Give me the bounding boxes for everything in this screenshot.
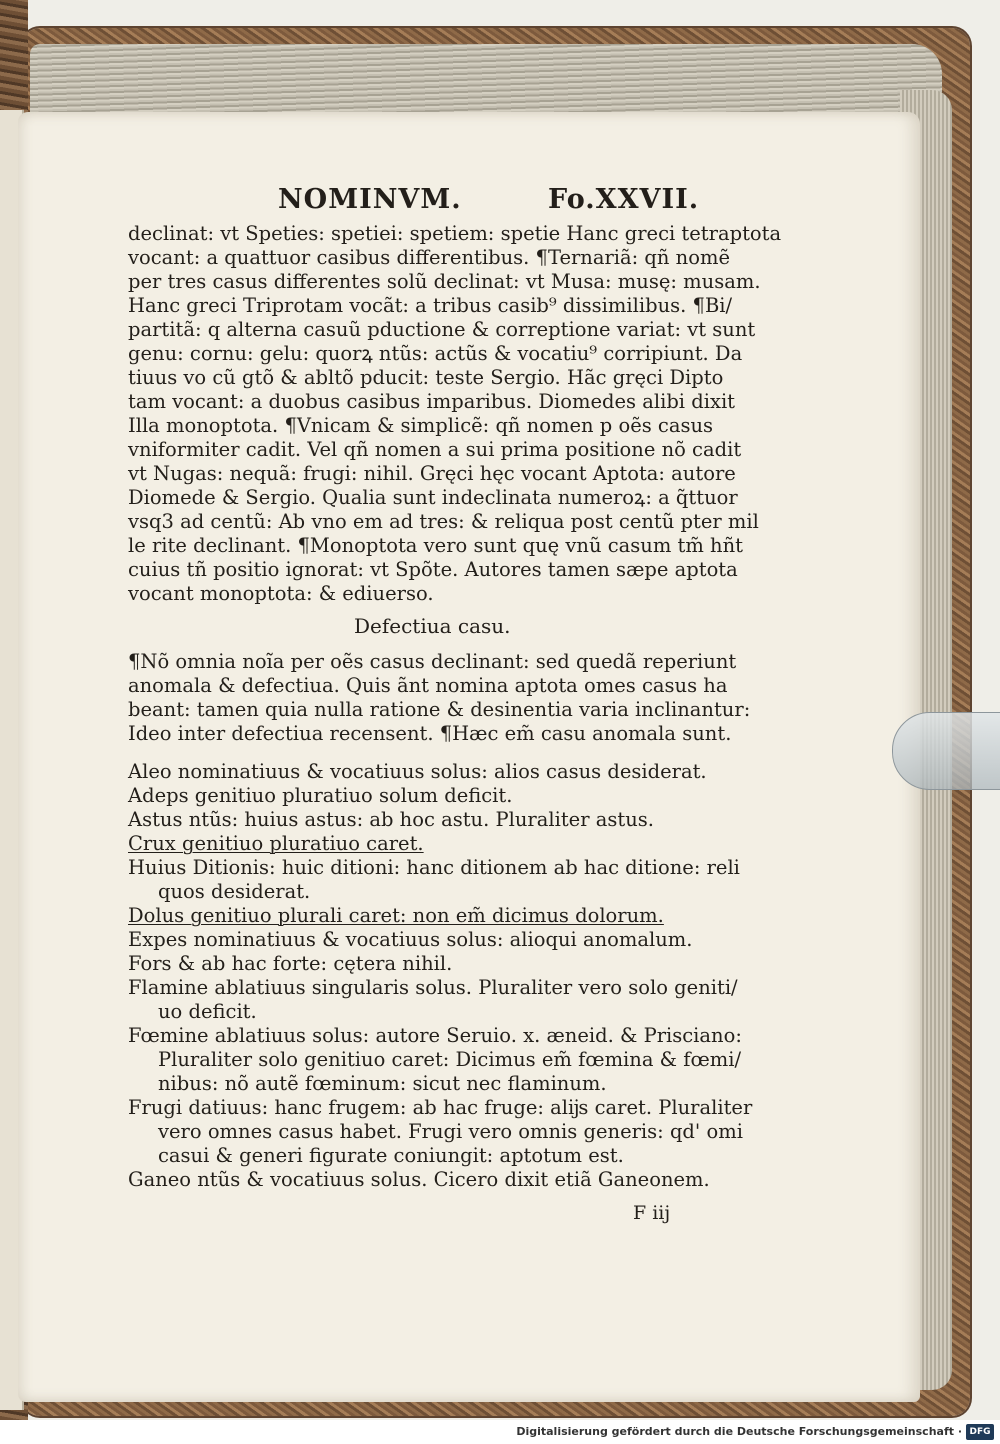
text-line: cuius tñ positio ignorat: vt Spõte. Autores tamen sæpe aptota [128,558,738,581]
entry-line-underlined: Crux genitiuo pluratiuo caret. [128,832,424,855]
entry-line: Astus ntũs: huius astus: ab hoc astu. Pluraliter astus. [128,808,654,831]
entry-line: Adeps genitiuo pluratiuo solum deficit. [128,784,513,807]
book-page [18,112,920,1402]
text-line: partitã: q alterna casuũ pductione & correptione variat: vt sunt [128,318,756,341]
entry-line-underlined: Dolus genitiuo plurali caret: non em̃ dicimus dolorum. [128,904,664,927]
entry-continuation: vero omnes casus habet. Frugi vero omnis generis: qd' omi [158,1120,743,1143]
section-heading: Defectiua casu. [354,614,511,638]
entry-continuation: casui & generi figurate coniungit: aptotum est. [158,1144,624,1167]
text-line: beant: tamen quia nulla ratione & desinentia varia inclinantur: [128,698,751,721]
text-line: vt Nugas: nequã: frugi: nihil. Gręci hęc vocant Aptota: autore [128,462,736,485]
entry-line: Expes nominatiuus & vocatiuus solus: alioqui anomalum. [128,928,693,951]
entry-continuation: Pluraliter solo genitiuo caret: Dicimus em̃ fœmina & fœmi/ [158,1048,742,1071]
page-text [18,112,918,1402]
text-line: Ideo inter defectiua recensent. ¶Hæc em̃ casu anomala sunt. [128,722,732,745]
footer-bar [0,1420,1000,1444]
page-clip [892,712,1000,790]
entry-line: Frugi datiuus: hanc frugem: ab hac fruge: alĳs caret. Pluraliter [128,1096,753,1119]
text-line: vocant: a quattuor casibus differentibus. ¶Ternariã: qñ nomẽ [128,246,731,269]
text-line: Illa monoptota. ¶Vnicam & simplicẽ: qñ nomen p oẽs casus [128,414,714,437]
text-line: Diomede & Sergio. Qualia sunt indeclinata numeroꝝ: a q̃ttuor [128,486,738,509]
signature-mark: F iij [633,1202,671,1224]
text-line: genu: cornu: gelu: quorꝝ ntũs: actũs & vocatiu⁹ corripiunt. Da [128,342,743,365]
text-line: anomala & defectiua. Quis ãnt nomina aptota omes casus ha [128,674,728,697]
entry-line: Flamine ablatiuus singularis solus. Pluraliter vero solo geniti/ [128,976,738,999]
text-line: Hanc greci Triprotam vocãt: a tribus casib⁹ dissimilibus. ¶Bi/ [128,294,733,317]
entry-continuation: nibus: nõ autẽ fœminum: sicut nec flaminum. [158,1072,607,1095]
entry-continuation: uo deficit. [158,1000,257,1023]
text-line: vniformiter cadit. Vel qñ nomen a sui prima positione nõ cadit [128,438,742,461]
entry-line: Fœmine ablatiuus solus: autore Seruio. x. æneid. & Prisciano: [128,1024,742,1047]
entry-line: Fors & ab hac forte: cętera nihil. [128,952,453,975]
entry-line: Aleo nominatiuus & vocatiuus solus: alios casus desiderat. [128,760,707,783]
running-head [278,184,700,215]
entry-line: Huius Ditionis: huic ditioni: hanc ditionem ab hac ditione: reli [128,856,740,879]
text-line: le rite declinant. ¶Monoptota vero sunt quę vnũ casum tm̃ hñt [128,534,744,557]
running-head-title: NOMINVM. [278,184,462,215]
text-line: per tres casus differentes solũ declinat: vt Musa: musę: musam. [128,270,761,293]
dfg-logo: DFG [966,1424,994,1440]
text-line: tiuus vo cũ gtõ & abltõ pducit: teste Sergio. Hãc gręci Dipto [128,366,724,389]
entry-continuation: quos desiderat. [158,880,311,903]
text-line: vsq3 ad centũ: Ab vno em ad tres: & reliqua post centũ pter mil [128,510,759,533]
text-line: vocant monoptota: & ediuerso. [128,582,434,605]
text-line: tam vocant: a duobus casibus imparibus. Diomedes alibi dixit [128,390,736,413]
text-line: ¶Nõ omnia noĩa per oẽs casus declinant: sed quedã reperiunt [128,650,737,673]
funding-notice: Digitalisierung gefördert durch die Deutsche Forschungsgemeinschaft · [516,1425,962,1438]
entry-line: Ganeo ntũs & vocatiuus solus. Cicero dixit etiã Ganeonem. [128,1168,710,1191]
text-line: declinat: vt Speties: spetiei: spetiem: spetie Hanc greci tetraptota [128,222,782,245]
folio-number: Fo.XXVII. [548,184,700,215]
